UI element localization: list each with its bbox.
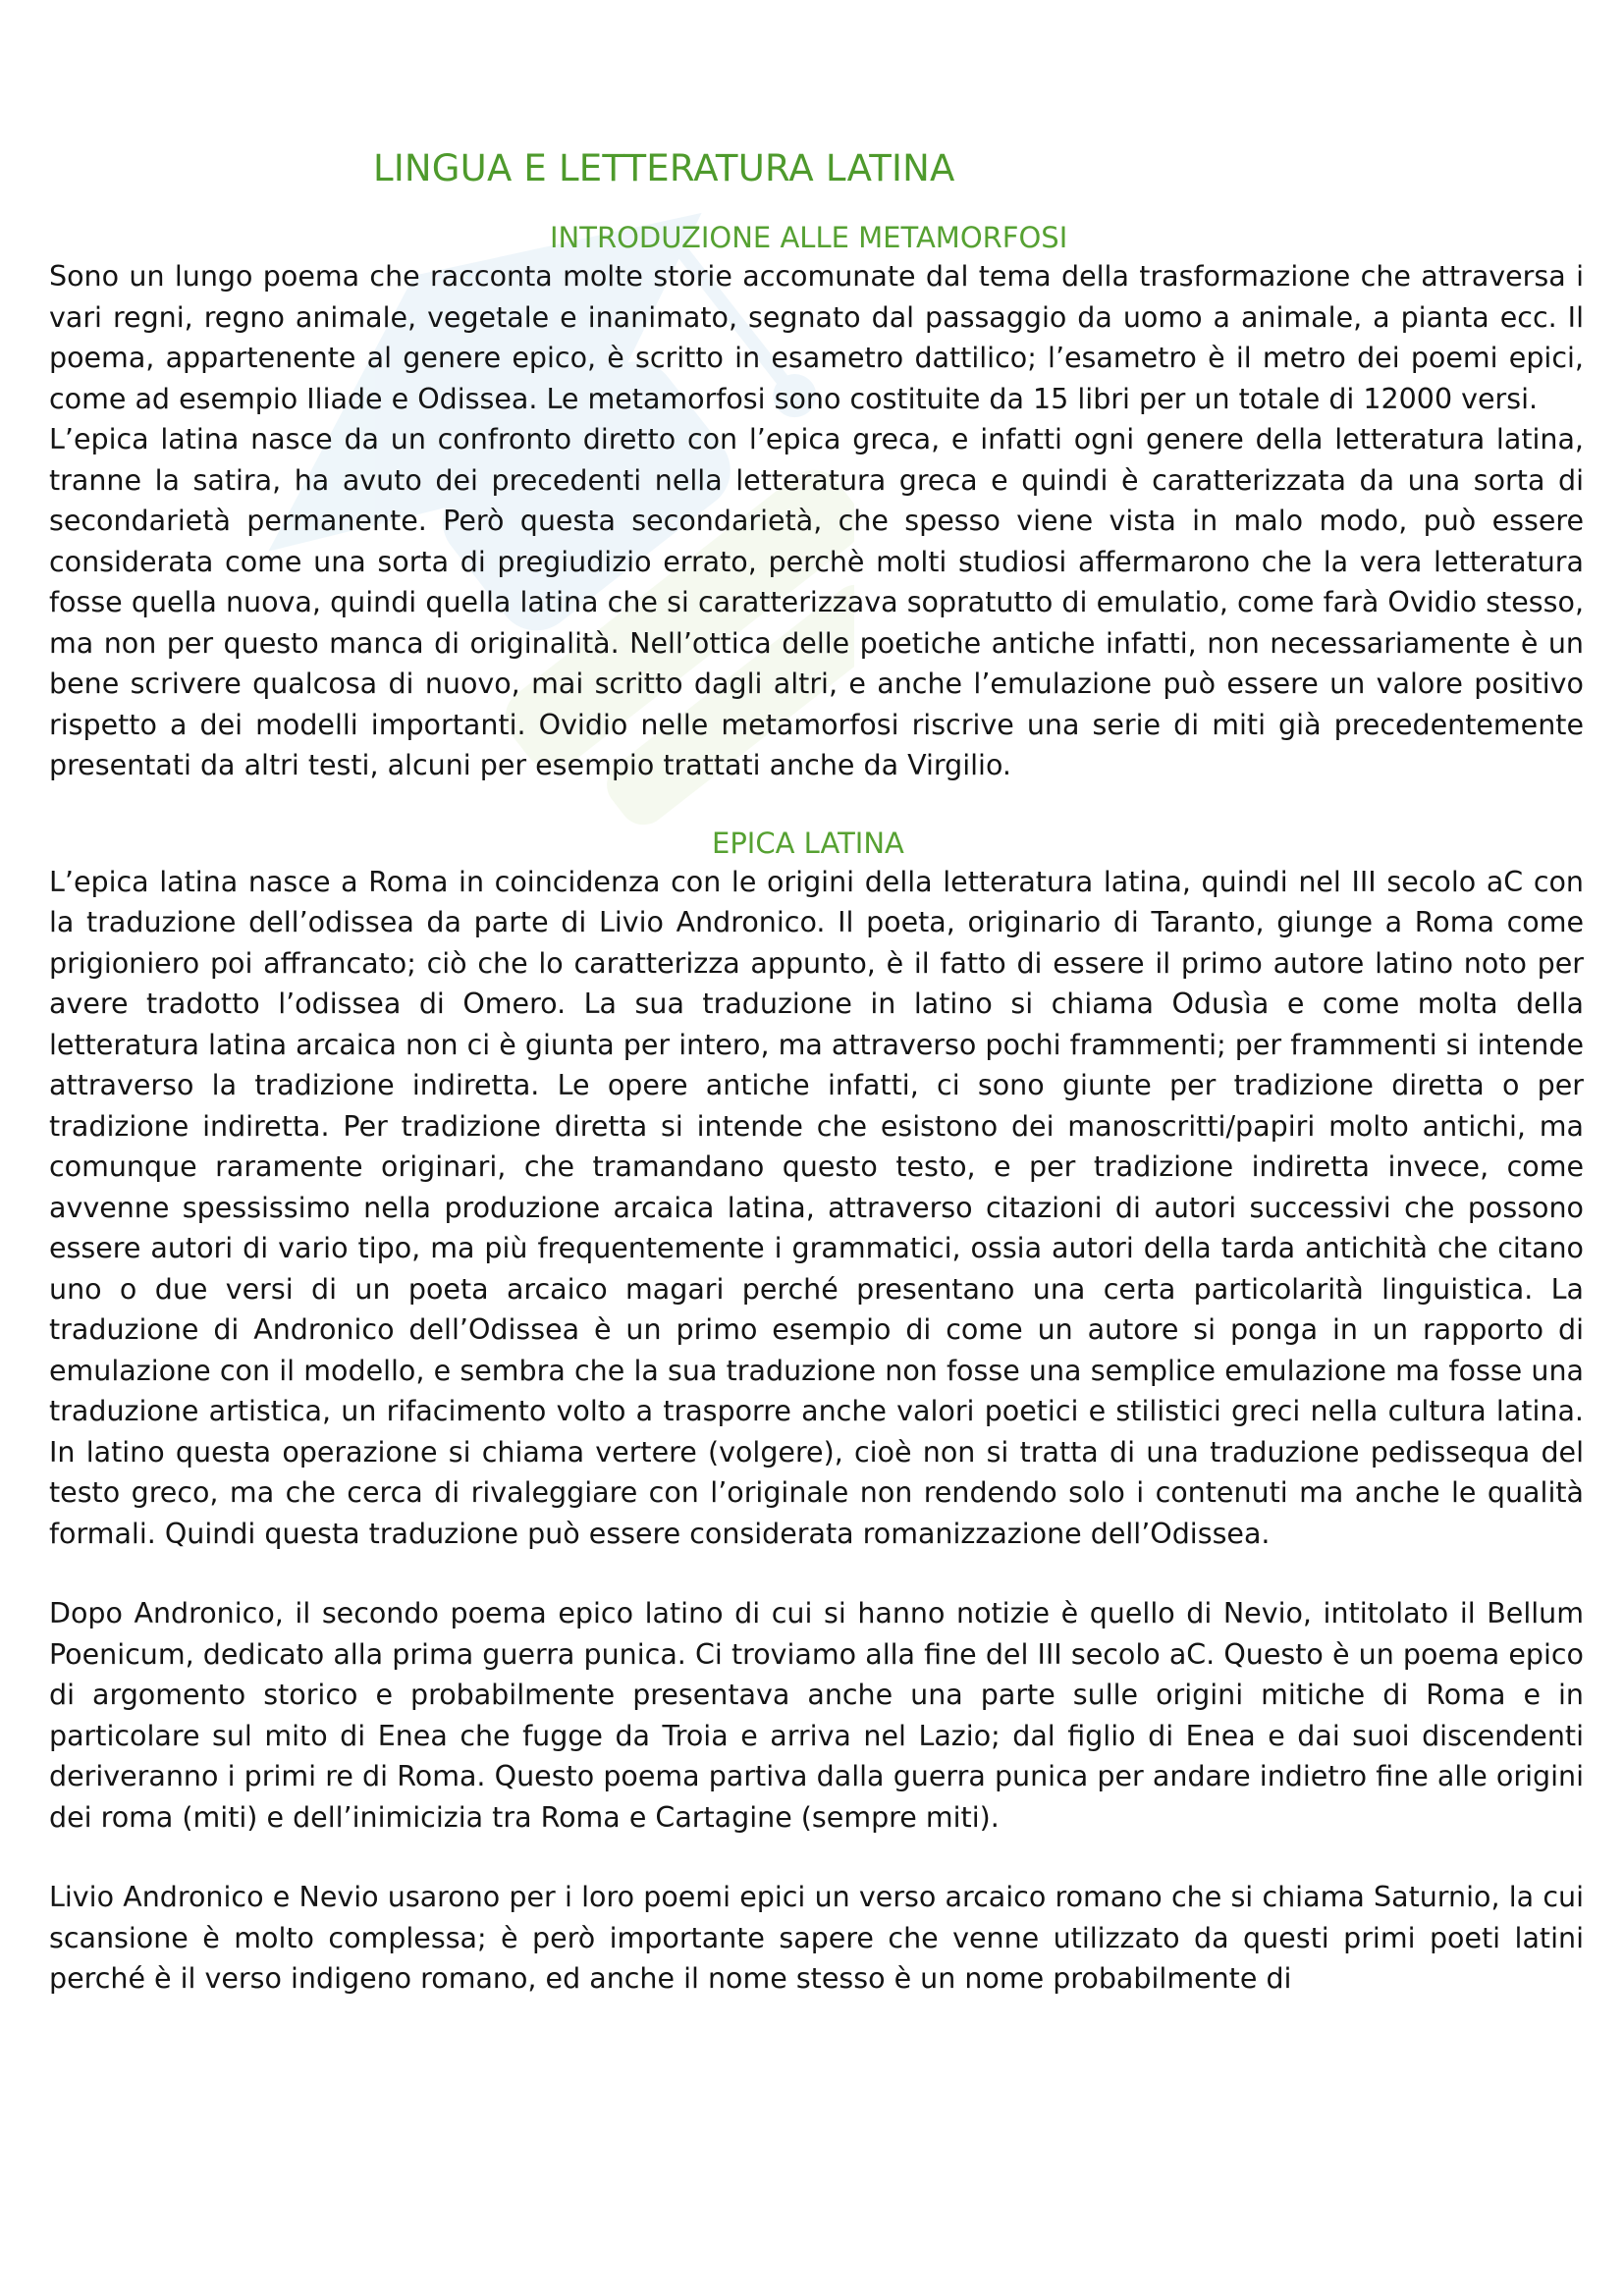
paragraph: Livio Andronico e Nevio usarono per i loro poemi epici un verso arcaico romano che si chiama Saturnio, la cui scansione è molto complessa; è però importante sapere che venne utilizzato da questi primi poeti latini perché è il verso indigeno romano, ed anche il nome stesso è un nome probabilmente di xyxy=(49,1881,1584,1995)
spacer xyxy=(49,786,1584,827)
paragraph: Sono un lungo poema che racconta molte storie accomunate dal tema della trasformazione che attraversa i vari regni, regno animale, vegetale e inanimato, segnato dal passaggio da uomo a animale, a pianta ecc. Il poema, appartenente al genere epico, è scritto in esametro dattilico; l’esametro è il metro dei poemi epici, come ad esempio Iliade e Odissea. Le metamorfosi sono costituite da 15 libri per un totale di 12000 versi. xyxy=(49,260,1584,415)
spacer xyxy=(49,1554,1584,1593)
spacer xyxy=(49,1838,1584,1877)
paragraph: L’epica latina nasce da un confronto diretto con l’epica greca, e infatti ogni genere della letteratura latina, tranne la satira, ha avuto dei precedenti nella letteratura greca e quindi è caratterizzata da una sorta di secondarietà permanente. Però questa secondarietà, che spesso viene vista in malo modo, può essere considerata come una sorta di pregiudizio errato, perchè molti studiosi affermarono che la vera letteratura fosse quella nuova, quindi quella latina che si caratterizzava sopratutto di emulatio, come farà Ovidio stesso, ma non per questo manca di originalità. Nell’ottica delle poetiche antiche infatti, non necessariamente è un bene scrivere qualcosa di nuovo, mai scritto dagli altri, e anche l’emulazione può essere un valore positivo rispetto a dei modelli importanti. Ovidio nelle metamorfosi riscrive una serie di miti già precedentemente presentati da altri testi, alcuni per esempio trattati anche da Virgilio. xyxy=(49,423,1584,781)
document-title: LINGUA E LETTERATURA LATINA xyxy=(373,147,955,189)
paragraph: Dopo Andronico, il secondo poema epico latino di cui si hanno notizie è quello di Nevio, intitolato il Bellum Poenicum, dedicato alla prima guerra punica. Ci troviamo alla fine del III secolo aC. Questo è un poema epico di argomento storico e probabilmente presentava anche una parte sulle origini mitiche di Roma e in particolare sul mito di Enea che fugge da Troia e arriva nel Lazio; dal figlio di Enea e dai suoi discendenti deriveranno i primi re di Roma. Questo poema partiva dalla guerra punica per andare indietro fine alle origini dei roma (miti) e dell’inimicizia tra Roma e Cartagine (sempre miti). xyxy=(49,1597,1584,1834)
document-body xyxy=(49,147,1584,2000)
section-heading-introduzione: INTRODUZIONE ALLE METAMORFOSI xyxy=(550,221,1068,254)
paragraph: L’epica latina nasce a Roma in coincidenza con le origini della letteratura latina, quindi nel III secolo aC con la traduzione dell’odissea da parte di Livio Andronico. Il poeta, originario di Taranto, giunge a Roma come prigioniero poi affrancato; ciò che lo caratterizza appunto, è il fatto di essere il primo autore latino noto per avere tradotto l’odissea di Omero. La sua traduzione in latino si chiama Odusìa e come molta della letteratura latina arcaica non ci è giunta per intero, ma attraverso pochi frammenti; per frammenti si intende attraverso la tradizione indiretta. Le opere antiche infatti, ci sono giunte per tradizione diretta o per tradizione indiretta. Per tradizione diretta si intende che esistono dei manoscritti/papiri molto antichi, ma comunque raramente originari, che tramandano questo testo, e per tradizione indiretta invece, come avvenne spessissimo nella produzione arcaica latina, attraverso citazioni di autori successivi che possono essere autori di vario tipo, ma più frequentemente i grammatici, ossia autori della tarda antichità che citano uno o due versi di un poeta arcaico magari perché presentano una certa particolarità linguistica. La traduzione di Andronico dell’Odissea è un primo esempio di come un autore si ponga in un rapporto di emulazione con il modello, e sembra che la sua traduzione non fosse una semplice emulazione ma fosse una traduzione artistica, un rifacimento volto a trasporre anche valori poetici e stilistici greci nella cultura latina. In latino questa operazione si chiama vertere (volgere), cioè non si tratta di una traduzione pedissequa del testo greco, ma che cerca di rivaleggiare con l’originale non rendendo solo i contenuti ma anche le qualità formali. Quindi questa traduzione può essere considerata romanizzazione dell’Odissea. xyxy=(49,865,1584,1550)
section-heading-epica-latina: EPICA LATINA xyxy=(712,826,904,860)
